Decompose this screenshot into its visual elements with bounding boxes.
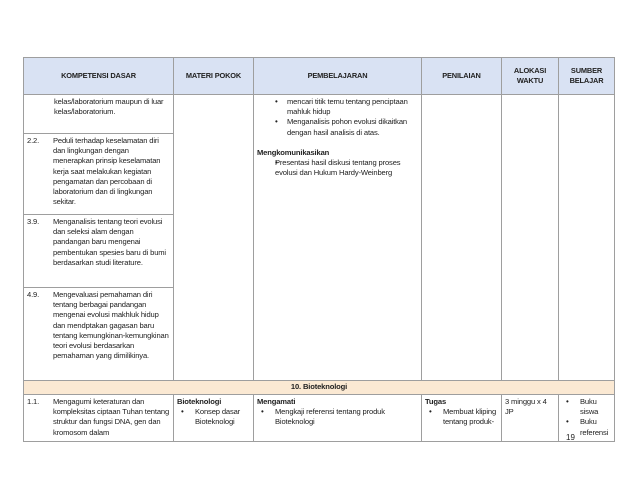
penilaian-cell [422,395,502,442]
table-row [24,395,615,442]
kd-text: Mengagumi keteraturan dan kompleksitas ciptaan Tuhan tentang struktur dan fungsi DNA, gen dan kromosom dalam [53,397,170,437]
pembelajaran-list [257,407,418,427]
pembelajaran-list-2 [257,158,418,178]
kd-text: Menganalisis tentang teori evolusi dan seleksi alam dengan pandangan baru mengenai pembentukan spesies baru di bumi berdasarkan studi literature. [53,217,166,267]
list-item: • Buku siswa [562,397,611,417]
kd-text: Mengevaluasi pemahaman diri tentang berbagai pandangan mengenai evolusi makhluk hidup dan mendptakan gagasan baru tentang kemungkinan-kemungkinan teori evolusi berdasarkan pemahaman yang dimilikinya. [53,290,169,361]
pembelajaran-heading: Mengkomunikasikan [257,147,330,157]
list-item: • Membuat kliping tentang produk- [425,407,498,427]
list-item: • mencari titik temu tentang penciptaan mahluk hidup [257,97,418,117]
kd-number: 1.1. [27,397,40,406]
header-kompetensi-dasar: KOMPETENSI DASAR [24,58,174,95]
kd-text: Peduli terhadap keselamatan diri dan lingkungan dengan menerapkan prinsip keselamatan kerja saat melakukan kegiatan pengamatan dan percobaan di laboratorium dan di lingkungan sekitar. [53,136,161,207]
header-pembelajaran: PEMBELAJARAN [254,58,422,95]
kd-cell [24,395,174,442]
penilaian-heading: Tugas [425,397,447,406]
sumber-list [562,397,611,438]
kd-cell [24,215,174,288]
kd-number: 4.9. [27,290,40,299]
header-alokasi-waktu: ALOKASI WAKTU [502,58,559,95]
kd-continuation-text: kelas/laboratorium maupun di luar kelas/laboratorium. [24,95,174,134]
syllabus-sheet [23,57,614,442]
header-materi-pokok: MATERI POKOK [174,58,254,95]
materi-heading: Bioteknologi [177,397,222,406]
header-sumber-belajar: SUMBER BELAJAR [559,58,615,95]
materi-cell-empty [174,95,254,381]
header-row [24,58,615,95]
sumber-cell-empty [559,95,615,381]
kd-number: 3.9. [27,217,40,226]
table-row [24,95,615,134]
materi-cell [174,395,254,442]
section-band-row [24,381,615,395]
pembelajaran-list [257,97,418,138]
section-band-title: 10. Bioteknologi [24,381,615,395]
pembelajaran-heading: Mengamati [257,397,296,406]
alokasi-cell: 3 minggu x 4 JP [502,395,559,442]
penilaian-list [425,407,498,427]
list-item: • Menganalisis pohon evolusi dikaitkan dengan hasil analisis di atas. [257,117,418,137]
list-item: • Buku referensi [562,417,611,437]
list-item: • Mengkaji referensi tentang produk Bioteknologi [257,407,418,427]
pembelajaran-cell [254,395,422,442]
kd-cell [24,288,174,381]
header-penilaian: PENILAIAN [422,58,502,95]
pembelajaran-cell [254,95,422,381]
kd-number: 2.2. [27,136,40,145]
list-item: • Presentasi hasil diskusi tentang proses evolusi dan Hukum Hardy-Weinberg [257,158,418,178]
penilaian-cell-empty [422,95,502,381]
list-item: • Konsep dasar Bioteknologi [177,407,250,427]
alokasi-cell-empty [502,95,559,381]
materi-list [177,407,250,427]
page-number: 19 [566,433,575,442]
syllabus-table [23,57,615,442]
kd-cell [24,134,174,215]
